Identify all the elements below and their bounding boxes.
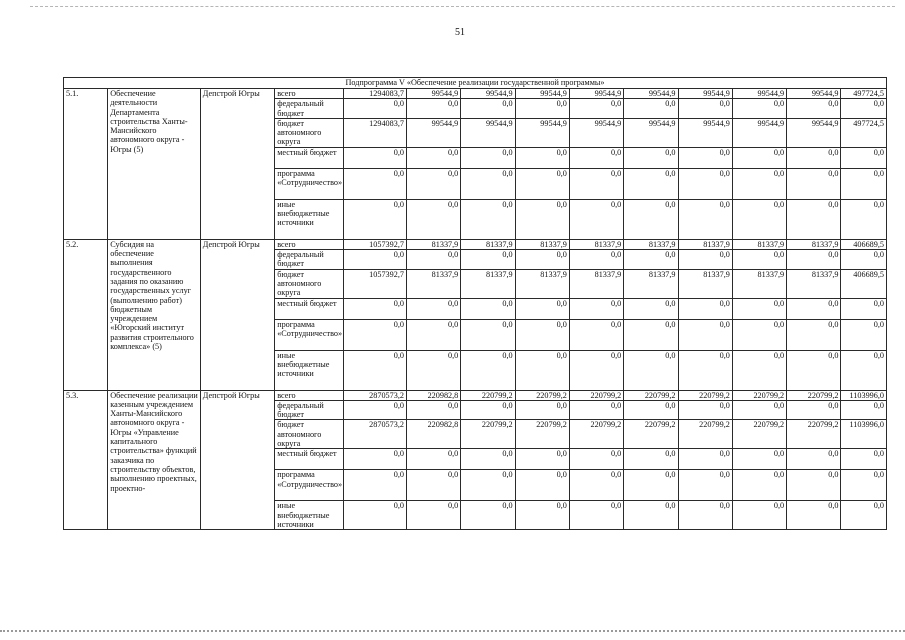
source-label: всего	[275, 390, 343, 400]
value-cell: 99544,9	[624, 89, 678, 99]
value-cell: 99544,9	[515, 89, 569, 99]
value-cell: 2870573,2	[343, 390, 406, 400]
page-number: 51	[455, 27, 465, 38]
value-cell: 0,0	[787, 147, 841, 168]
value-cell: 0,0	[624, 400, 678, 420]
value-cell: 81337,9	[569, 269, 623, 298]
value-cell: 220799,2	[515, 420, 569, 449]
value-cell: 0,0	[624, 147, 678, 168]
value-cell: 81337,9	[787, 239, 841, 249]
value-cell: 0,0	[678, 501, 732, 530]
value-cell: 0,0	[624, 250, 678, 270]
value-cell: 0,0	[461, 147, 515, 168]
value-cell: 220799,2	[678, 420, 732, 449]
value-cell: 0,0	[624, 449, 678, 470]
value-cell: 220799,2	[515, 390, 569, 400]
value-cell: 0,0	[406, 250, 460, 270]
value-cell: 220799,2	[732, 390, 786, 400]
item-executor: Депстрой Югры	[200, 239, 274, 390]
source-label: программа «Сотрудничество»	[275, 168, 343, 199]
value-cell: 220799,2	[569, 390, 623, 400]
value-cell: 1057392,7	[343, 239, 406, 249]
value-cell: 81337,9	[461, 239, 515, 249]
source-label: местный бюджет	[275, 298, 343, 319]
value-cell: 0,0	[406, 449, 460, 470]
value-cell: 0,0	[732, 350, 786, 390]
value-cell: 0,0	[624, 470, 678, 501]
source-label: федеральный бюджет	[275, 99, 343, 119]
subprogram-title: Подпрограмма V «Обеспечение реализации государственной программы»	[64, 78, 887, 89]
value-cell: 0,0	[515, 350, 569, 390]
value-cell: 0,0	[343, 319, 406, 350]
value-cell: 0,0	[787, 319, 841, 350]
value-cell: 220799,2	[787, 420, 841, 449]
value-cell: 0,0	[569, 168, 623, 199]
value-cell: 0,0	[678, 400, 732, 420]
value-cell: 81337,9	[515, 239, 569, 249]
value-cell: 0,0	[678, 199, 732, 239]
source-label: местный бюджет	[275, 147, 343, 168]
source-label: иные внебюджетные источники	[275, 350, 343, 390]
value-cell: 99544,9	[515, 118, 569, 147]
value-cell: 0,0	[343, 250, 406, 270]
value-cell: 0,0	[406, 147, 460, 168]
value-cell: 0,0	[461, 250, 515, 270]
value-cell: 0,0	[515, 449, 569, 470]
value-cell: 0,0	[406, 400, 460, 420]
value-cell: 0,0	[461, 501, 515, 530]
value-cell: 0,0	[515, 99, 569, 119]
item-executor: Депстрой Югры	[200, 390, 274, 530]
value-cell: 81337,9	[787, 269, 841, 298]
value-cell: 0,0	[569, 400, 623, 420]
value-cell: 0,0	[787, 501, 841, 530]
value-cell: 0,0	[841, 250, 887, 270]
item-index: 5.3.	[64, 390, 108, 530]
value-cell: 220982,8	[406, 390, 460, 400]
value-cell: 1294083,7	[343, 89, 406, 99]
value-cell: 0,0	[732, 99, 786, 119]
value-cell: 0,0	[343, 298, 406, 319]
source-label: бюджет автономного округа	[275, 420, 343, 449]
value-cell: 220982,8	[406, 420, 460, 449]
value-cell: 81337,9	[678, 269, 732, 298]
value-cell: 220799,2	[461, 420, 515, 449]
value-cell: 0,0	[732, 501, 786, 530]
value-cell: 0,0	[732, 147, 786, 168]
value-cell: 0,0	[841, 319, 887, 350]
source-label: иные внебюджетные источники	[275, 501, 343, 530]
source-label: федеральный бюджет	[275, 400, 343, 420]
value-cell: 99544,9	[678, 89, 732, 99]
value-cell: 0,0	[406, 501, 460, 530]
value-cell: 0,0	[732, 250, 786, 270]
value-cell: 0,0	[406, 319, 460, 350]
value-cell: 0,0	[624, 168, 678, 199]
value-cell: 0,0	[461, 400, 515, 420]
source-label: программа «Сотрудничество»	[275, 470, 343, 501]
value-cell: 99544,9	[569, 89, 623, 99]
value-cell: 0,0	[343, 168, 406, 199]
value-cell: 0,0	[787, 99, 841, 119]
value-cell: 497724,5	[841, 118, 887, 147]
value-cell: 0,0	[841, 350, 887, 390]
value-cell: 0,0	[515, 400, 569, 420]
source-label: всего	[275, 239, 343, 249]
value-cell: 81337,9	[624, 239, 678, 249]
value-cell: 220799,2	[732, 420, 786, 449]
value-cell: 0,0	[461, 449, 515, 470]
value-cell: 0,0	[732, 199, 786, 239]
value-cell: 0,0	[406, 168, 460, 199]
scan-edge-bottom	[0, 630, 905, 632]
item-name: Обеспечение деятельности Департамента строительства Ханты-Мансийского автономного округа - Югры (5)	[108, 89, 201, 240]
value-cell: 0,0	[343, 199, 406, 239]
value-cell: 0,0	[569, 147, 623, 168]
value-cell: 0,0	[841, 298, 887, 319]
value-cell: 220799,2	[624, 420, 678, 449]
value-cell: 0,0	[515, 319, 569, 350]
value-cell: 0,0	[678, 250, 732, 270]
item-index: 5.2.	[64, 239, 108, 390]
value-cell: 99544,9	[461, 89, 515, 99]
item-index: 5.1.	[64, 89, 108, 240]
scan-edge-top	[30, 6, 895, 7]
subprogram-header-row	[64, 78, 887, 89]
value-cell: 0,0	[343, 147, 406, 168]
value-cell: 0,0	[624, 350, 678, 390]
value-cell: 220799,2	[461, 390, 515, 400]
value-cell: 0,0	[569, 470, 623, 501]
value-cell: 0,0	[569, 250, 623, 270]
value-cell: 81337,9	[678, 239, 732, 249]
value-cell: 0,0	[624, 298, 678, 319]
value-cell: 0,0	[515, 250, 569, 270]
value-cell: 0,0	[841, 199, 887, 239]
value-cell: 0,0	[515, 298, 569, 319]
table-row	[64, 390, 887, 400]
value-cell: 0,0	[841, 99, 887, 119]
value-cell: 0,0	[732, 298, 786, 319]
value-cell: 99544,9	[406, 89, 460, 99]
value-cell: 1103996,0	[841, 390, 887, 400]
source-label: федеральный бюджет	[275, 250, 343, 270]
value-cell: 0,0	[406, 199, 460, 239]
value-cell: 406689,5	[841, 269, 887, 298]
value-cell: 0,0	[515, 147, 569, 168]
value-cell: 0,0	[732, 319, 786, 350]
value-cell: 0,0	[343, 470, 406, 501]
value-cell: 81337,9	[461, 269, 515, 298]
value-cell: 0,0	[624, 319, 678, 350]
value-cell: 0,0	[787, 199, 841, 239]
value-cell: 220799,2	[678, 390, 732, 400]
value-cell: 1103996,0	[841, 420, 887, 449]
value-cell: 81337,9	[406, 269, 460, 298]
source-label: местный бюджет	[275, 449, 343, 470]
value-cell: 0,0	[343, 99, 406, 119]
table-row	[64, 89, 887, 99]
value-cell: 81337,9	[515, 269, 569, 298]
value-cell: 0,0	[678, 470, 732, 501]
value-cell: 99544,9	[624, 118, 678, 147]
value-cell: 0,0	[569, 501, 623, 530]
value-cell: 220799,2	[569, 420, 623, 449]
value-cell: 0,0	[841, 400, 887, 420]
source-label: программа «Сотрудничество»	[275, 319, 343, 350]
value-cell: 0,0	[515, 501, 569, 530]
value-cell: 0,0	[515, 470, 569, 501]
value-cell: 0,0	[343, 350, 406, 390]
value-cell: 99544,9	[732, 89, 786, 99]
value-cell: 0,0	[343, 449, 406, 470]
value-cell: 0,0	[569, 99, 623, 119]
item-name: Субсидия на обеспечение выполнения государственного задания по оказанию государственных услуг (выполнению работ) бюджетным учреждением «Югорский институт развития строительного комплекса» (5)	[108, 239, 201, 390]
value-cell: 0,0	[624, 501, 678, 530]
value-cell: 99544,9	[461, 118, 515, 147]
value-cell: 81337,9	[406, 239, 460, 249]
value-cell: 0,0	[461, 298, 515, 319]
value-cell: 0,0	[461, 168, 515, 199]
value-cell: 0,0	[461, 99, 515, 119]
value-cell: 220799,2	[787, 390, 841, 400]
value-cell: 0,0	[787, 350, 841, 390]
value-cell: 0,0	[787, 298, 841, 319]
source-label: бюджет автономного округа	[275, 118, 343, 147]
value-cell: 0,0	[841, 470, 887, 501]
value-cell: 81337,9	[624, 269, 678, 298]
value-cell: 0,0	[406, 298, 460, 319]
value-cell: 0,0	[732, 168, 786, 199]
source-label: бюджет автономного округа	[275, 269, 343, 298]
value-cell: 81337,9	[569, 239, 623, 249]
value-cell: 0,0	[841, 449, 887, 470]
value-cell: 2870573,2	[343, 420, 406, 449]
table-row	[64, 239, 887, 249]
value-cell: 99544,9	[787, 89, 841, 99]
value-cell: 0,0	[678, 350, 732, 390]
value-cell: 0,0	[678, 168, 732, 199]
value-cell: 0,0	[732, 449, 786, 470]
value-cell: 99544,9	[569, 118, 623, 147]
value-cell: 0,0	[787, 400, 841, 420]
value-cell: 0,0	[343, 400, 406, 420]
value-cell: 0,0	[343, 501, 406, 530]
value-cell: 0,0	[624, 199, 678, 239]
value-cell: 0,0	[569, 319, 623, 350]
value-cell: 99544,9	[787, 118, 841, 147]
value-cell: 0,0	[515, 168, 569, 199]
value-cell: 0,0	[841, 168, 887, 199]
source-label: иные внебюджетные источники	[275, 199, 343, 239]
value-cell: 406689,5	[841, 239, 887, 249]
value-cell: 0,0	[515, 199, 569, 239]
value-cell: 0,0	[787, 250, 841, 270]
financing-table	[63, 77, 887, 530]
value-cell: 0,0	[678, 319, 732, 350]
value-cell: 497724,5	[841, 89, 887, 99]
value-cell: 99544,9	[406, 118, 460, 147]
value-cell: 0,0	[569, 199, 623, 239]
value-cell: 0,0	[732, 400, 786, 420]
value-cell: 0,0	[787, 168, 841, 199]
value-cell: 0,0	[624, 99, 678, 119]
value-cell: 1294083,7	[343, 118, 406, 147]
value-cell: 0,0	[461, 199, 515, 239]
item-name: Обеспечение реализации казенным учреждением Ханты-Мансийского автономного округа - Югры «Управление капитального строительства» функций заказчика по строительству объектов, выполнению проектных, проектно-	[108, 390, 201, 530]
item-executor: Депстрой Югры	[200, 89, 274, 240]
value-cell: 0,0	[569, 350, 623, 390]
value-cell: 0,0	[461, 470, 515, 501]
value-cell: 0,0	[678, 449, 732, 470]
source-label: всего	[275, 89, 343, 99]
value-cell: 0,0	[406, 470, 460, 501]
value-cell: 0,0	[787, 449, 841, 470]
value-cell: 0,0	[678, 147, 732, 168]
value-cell: 81337,9	[732, 239, 786, 249]
value-cell: 0,0	[678, 99, 732, 119]
value-cell: 0,0	[406, 99, 460, 119]
value-cell: 0,0	[678, 298, 732, 319]
value-cell: 0,0	[569, 449, 623, 470]
value-cell: 0,0	[787, 470, 841, 501]
value-cell: 220799,2	[624, 390, 678, 400]
value-cell: 99544,9	[678, 118, 732, 147]
value-cell: 1057392,7	[343, 269, 406, 298]
value-cell: 0,0	[732, 470, 786, 501]
value-cell: 0,0	[461, 350, 515, 390]
value-cell: 0,0	[569, 298, 623, 319]
value-cell: 0,0	[461, 319, 515, 350]
value-cell: 81337,9	[732, 269, 786, 298]
value-cell: 99544,9	[732, 118, 786, 147]
value-cell: 0,0	[406, 350, 460, 390]
value-cell: 0,0	[841, 501, 887, 530]
value-cell: 0,0	[841, 147, 887, 168]
